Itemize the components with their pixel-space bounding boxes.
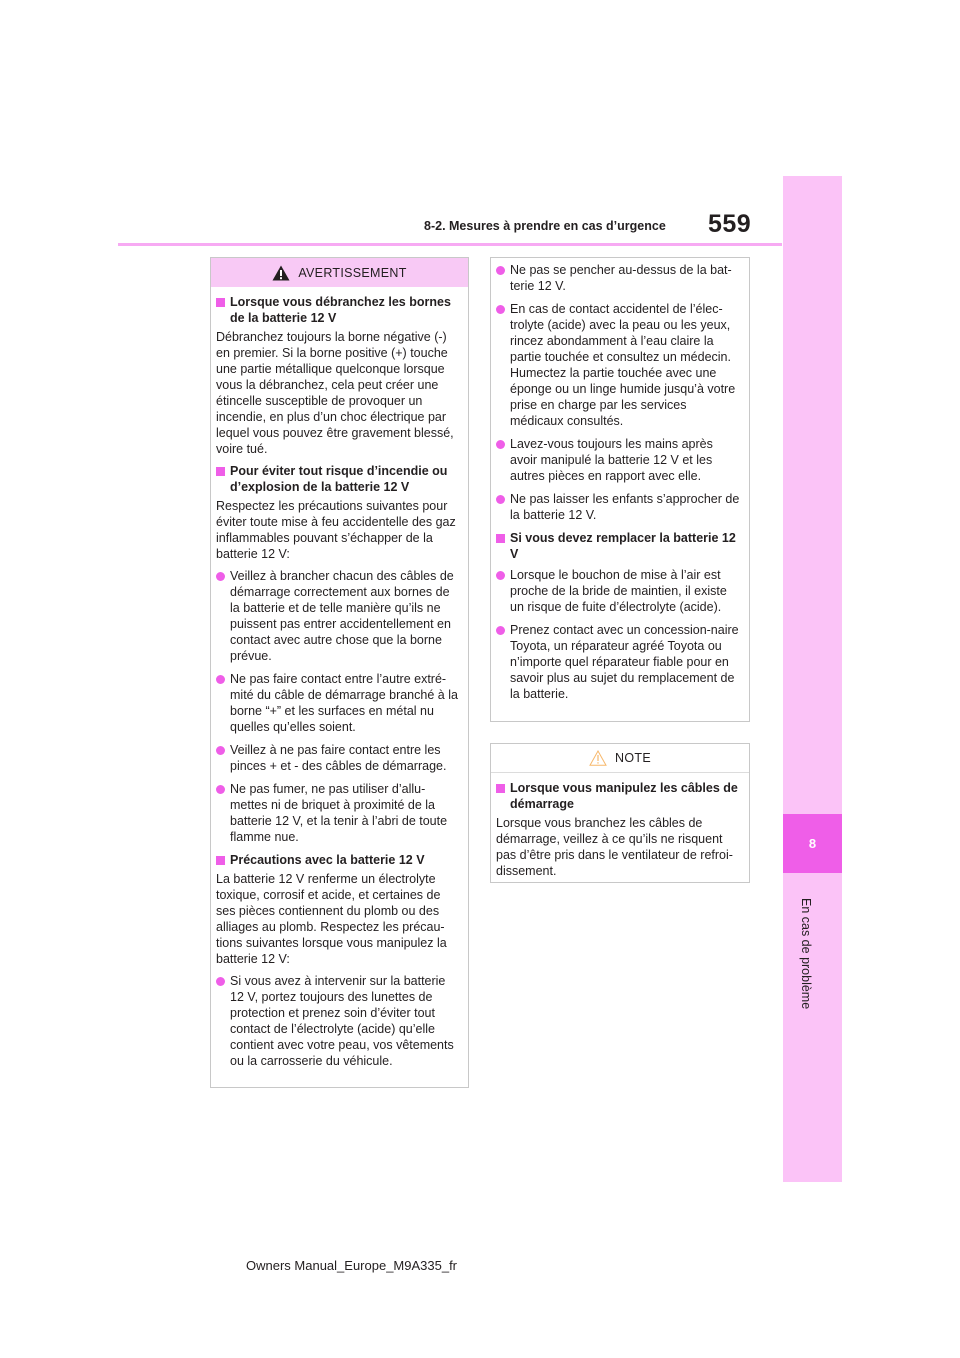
list-item-text: Lavez-vous toujours les mains après avoir manipulé la batterie 12 V et les autres pièces en rapport avec elle. [510, 437, 713, 483]
subsection-heading-text: Lorsque vous manipulez les câbles de démarrage [510, 781, 738, 811]
subsection-heading [496, 780, 743, 812]
subsection-heading-text: Précautions avec la batterie 12 V [230, 853, 425, 867]
list-item [216, 742, 462, 774]
square-bullet-icon [496, 530, 510, 562]
subsection-heading-text: Si vous devez remplacer la batterie 12 V [510, 531, 736, 561]
list-item [216, 781, 462, 845]
square-bullet-icon [496, 780, 510, 812]
list-item-text: En cas de contact accidentel de l’élec-trolyte (acide) avec la peau ou les yeux, rincez abondamment à l’eau claire la partie touchée et consultez un médecin. Humectez la partie touchée avec une éponge ou un linge humide jusqu’à votre prise en charge par les services médicaux consultés. [510, 302, 736, 428]
round-bullet-icon [496, 491, 510, 523]
subsection-heading [216, 463, 462, 495]
subsection-heading-text: Pour éviter tout risque d’incendie ou d’explosion de la batterie 12 V [230, 464, 448, 494]
list-item-text: Ne pas fumer, ne pas utiliser d’allu-mettes ni de briquet à proximité de la batterie 12 V, et la tenir à l’abri de toute flamme nue. [230, 782, 448, 844]
note-box-label: NOTE [615, 751, 651, 765]
note-box [490, 743, 750, 883]
warning-box-label: AVERTISSEMENT [298, 265, 407, 280]
list-item [496, 491, 743, 523]
page-number: 559 [708, 210, 752, 238]
round-bullet-icon [496, 301, 510, 429]
header-divider [118, 243, 782, 246]
square-bullet-icon [216, 852, 230, 868]
list-item [216, 568, 462, 664]
round-bullet-icon [216, 568, 230, 664]
round-bullet-icon [496, 262, 510, 294]
section-heading: 8-2. Mesures à prendre en cas d’urgence [424, 219, 666, 233]
round-bullet-icon [496, 567, 510, 615]
round-bullet-icon [496, 436, 510, 484]
square-bullet-icon [216, 463, 230, 495]
chapter-number-tab[interactable]: 8 [783, 814, 842, 873]
list-item-text: Ne pas se pencher au-dessus de la bat-terie 12 V. [510, 263, 732, 293]
list-item-text: Ne pas faire contact entre l’autre extré-mité du câble de démarrage branché à la borne “+” et les surfaces en métal nu quelles qu’elles soient. [230, 672, 458, 734]
chapter-title-vertical: En cas de problème [799, 898, 813, 1010]
subsection-heading [216, 294, 462, 326]
warning-continued-content [491, 258, 749, 715]
warning-box-header [211, 258, 468, 287]
round-bullet-icon [496, 622, 510, 702]
paragraph: Débranchez toujours la borne négative (-) en premier. Si la borne positive (+) touche une partie métallique quelconque lorsque vous la débranchez, cela peut créer une étincelle susceptible de provoquer un incendie, en plus d’un choc électrique par lequel vous pouvez être gravement blessé, voire tué. [216, 330, 454, 456]
warning-box-continued [490, 257, 750, 722]
list-item-text: Prenez contact avec un concession-naire Toyota, un réparateur agréé Toyota ou n’importe quel réparateur fiable pour en savoir plus au sujet du remplacement de la batterie. [510, 623, 739, 701]
paragraph: La batterie 12 V renferme un électrolyte toxique, corrosif et acide, et certaines de ses pièces contiennent du plomb ou des alliages au plomb. Respectez les précau-tions suivantes lorsque vous manipulez la batterie 12 V: [216, 872, 447, 966]
subsection-heading-text: Lorsque vous débranchez les bornes de la batterie 12 V [230, 295, 451, 325]
subsection-heading [216, 852, 462, 868]
warning-box-content [211, 287, 468, 1082]
list-item [496, 301, 743, 429]
list-item [496, 622, 743, 702]
paragraph: Respectez les précautions suivantes pour éviter toute mise à feu accidentelle des gaz inflammables pouvant s’échapper de la batterie 12 V: [216, 499, 456, 561]
round-bullet-icon [216, 671, 230, 735]
list-item-text: Si vous avez à intervenir sur la batterie 12 V, portez toujours des lunettes de protection et prenez soin d’éviter tout contact de l’électrolyte (acide) qu’elle contient avec votre peau, vos vêtements ou la carrosserie du véhicule. [230, 974, 454, 1068]
note-box-content [491, 773, 749, 891]
list-item [216, 671, 462, 735]
list-item-text: Veillez à ne pas faire contact entre les pinces + et - des câbles de démarrage. [230, 743, 447, 773]
list-item [496, 436, 743, 484]
subsection-heading [496, 530, 743, 562]
chapter-side-band [783, 176, 842, 1182]
paragraph: Lorsque vous branchez les câbles de démarrage, veillez à ce qu’ils ne risquent pas d’être pris dans le ventilateur de refroi-dissement. [496, 816, 733, 878]
footer-manual-id: Owners Manual_Europe_M9A335_fr [246, 1258, 458, 1273]
warning-box [210, 257, 469, 1088]
round-bullet-icon [216, 781, 230, 845]
list-item [216, 973, 462, 1069]
list-item-text: Ne pas laisser les enfants s’approcher de la batterie 12 V. [510, 492, 740, 522]
note-box-header [491, 744, 749, 773]
list-item-text: Veillez à brancher chacun des câbles de démarrage correctement aux bornes de la batterie et de telle manière qu’ils ne puissent pas entrer accidentellement en contact avec autre chose que la borne prévue. [230, 569, 454, 663]
list-item [496, 262, 743, 294]
list-item-text: Lorsque le bouchon de mise à l’air est proche de la bride de maintien, il existe un risque de fuite d’électrolyte (acide). [510, 568, 727, 614]
round-bullet-icon [216, 973, 230, 1069]
list-item [496, 567, 743, 615]
square-bullet-icon [216, 294, 230, 326]
caution-triangle-icon [589, 750, 607, 766]
warning-triangle-icon [272, 265, 290, 281]
round-bullet-icon [216, 742, 230, 774]
